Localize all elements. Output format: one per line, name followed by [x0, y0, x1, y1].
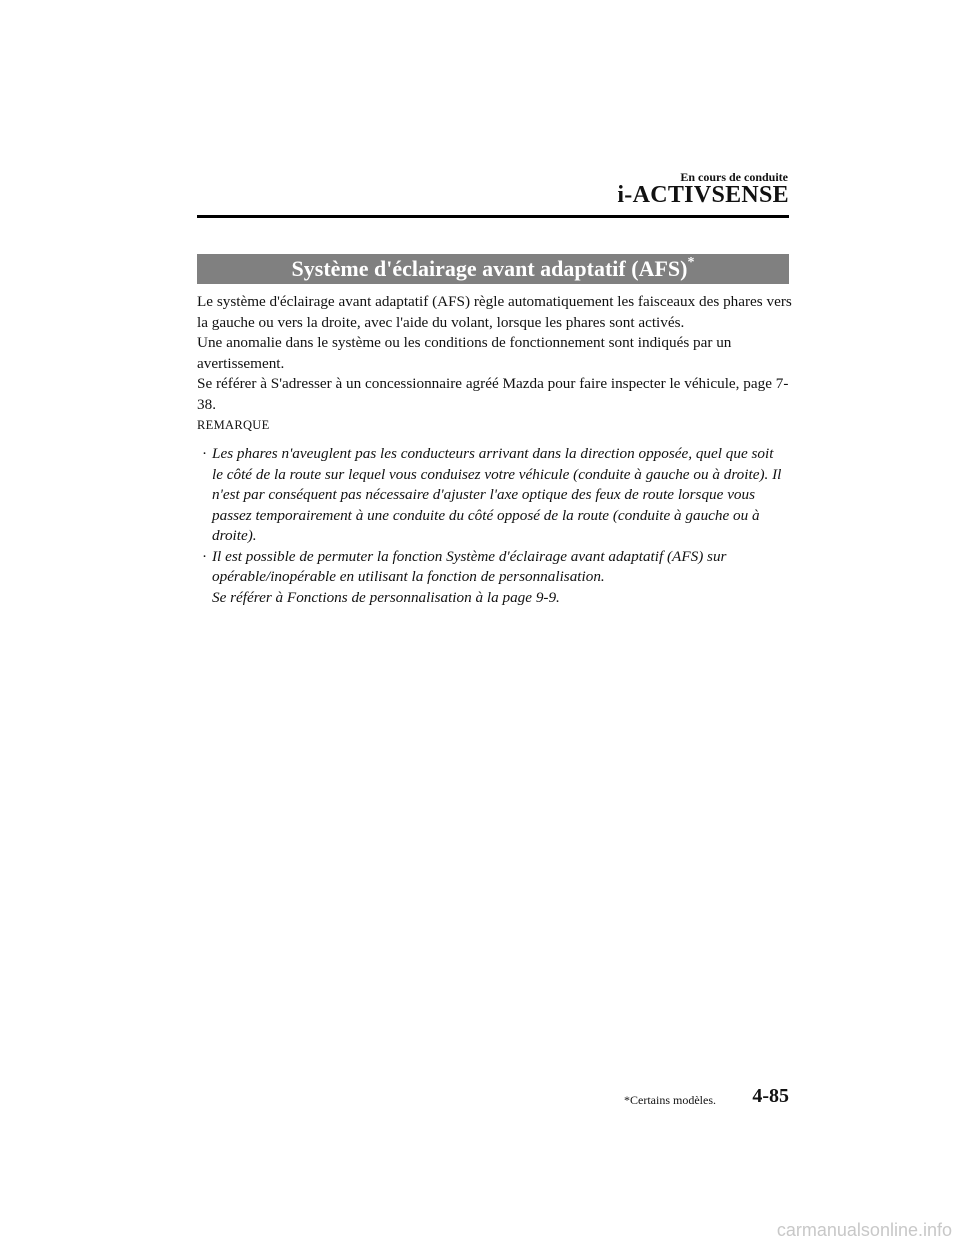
page-number: 4-85 — [752, 1085, 789, 1107]
bullet-icon: · — [202, 445, 208, 462]
note-item-reference: Se référer à Fonctions de personnalisation à la page 9-9. — [212, 588, 560, 606]
note-item-text: Les phares n'aveuglent pas les conducteurs arrivant dans la direction opposée, quel que soit le côté de la route sur lequel vous conduisez votre véhicule (conduite à gauche ou à droite). Il n'est par conséquent pas nécessaire d'ajuster l'axe optique des feux de route lorsque vous passez temporairement à une conduite du côté opposé de la route (conduite à gauche ou à droite). — [212, 445, 782, 544]
note-label: REMARQUE — [197, 418, 270, 432]
note-list — [197, 444, 787, 608]
title-footnote-marker: * — [687, 254, 695, 270]
note-item — [197, 547, 787, 609]
watermark: carmanualsonline.info — [776, 1220, 952, 1240]
bullet-icon: · — [202, 547, 208, 565]
header-divider — [197, 215, 789, 218]
body-paragraph-reference: Se référer à S'adresser à un concessionnaire agréé Mazda pour faire inspecter le véhicule, page 7-38. — [197, 375, 789, 413]
section-heading: i-ACTIVSENSE — [617, 182, 789, 208]
body-paragraph: Une anomalie dans le système ou les conditions de fonctionnement sont indiqués par un avertissement. — [197, 334, 732, 372]
body-text — [197, 292, 797, 415]
note-item-text: Il est possible de permuter la fonction Système d'éclairage avant adaptatif (AFS) sur opérable/inopérable en utilisant la fonction de personnalisation. — [212, 547, 727, 585]
page-title-text: Système d'éclairage avant adaptatif (AFS) — [291, 256, 688, 281]
note-item — [197, 444, 787, 547]
chapter-heading: En cours de conduite — [680, 170, 788, 184]
page-title — [197, 254, 789, 284]
body-paragraph: Le système d'éclairage avant adaptatif (AFS) règle automatiquement les faisceaux des phares vers la gauche ou vers la droite, avec l'aide du volant, lorsque les phares sont activés. — [197, 293, 792, 331]
footnote: *Certains modèles. — [624, 1093, 716, 1107]
